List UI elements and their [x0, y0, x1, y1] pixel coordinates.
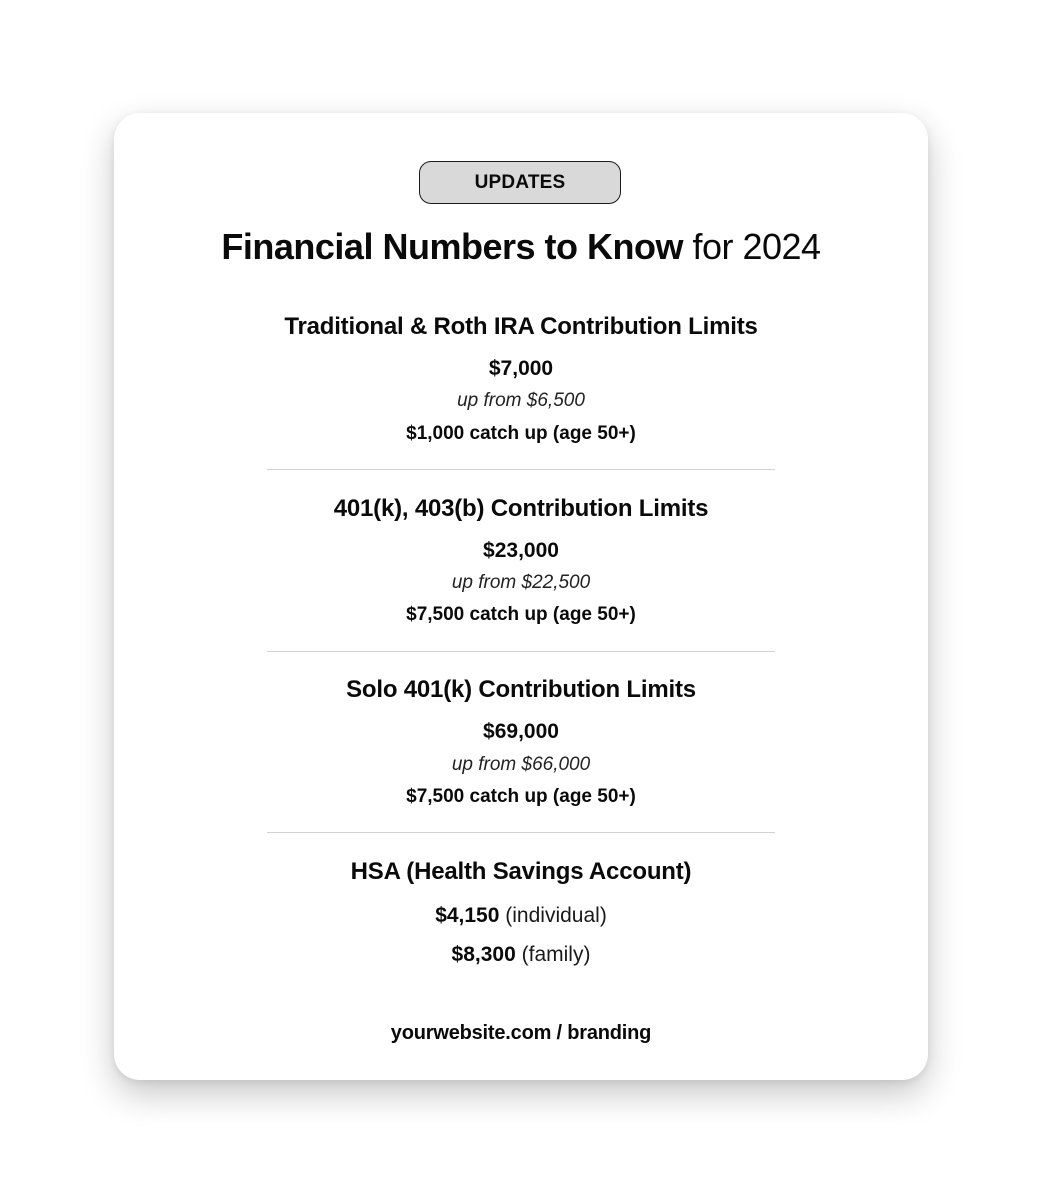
hsa-family-line: [114, 942, 928, 968]
ira-heading: Traditional & Roth IRA Contribution Limits: [284, 313, 758, 340]
hsa-individual-amount: $4,150: [435, 904, 500, 927]
hsa-individual-line: [114, 903, 928, 929]
solo-401k-catch-up: $7,500 catch up (age 50+): [406, 786, 636, 807]
hsa-heading: HSA (Health Savings Account): [350, 858, 692, 885]
footer-branding: yourwebsite.com / branding: [390, 1022, 652, 1044]
section-divider: [267, 469, 775, 470]
title-bold-part: Financial Numbers to Know: [221, 226, 683, 267]
hsa-family-amount: $8,300: [451, 943, 516, 966]
hsa-individual-label: (individual): [505, 904, 607, 927]
updates-badge: UPDATES: [419, 161, 621, 204]
infographic-card: [114, 113, 928, 1080]
title-normal-part: for 2024: [692, 226, 821, 267]
page-title: [114, 225, 928, 269]
section-divider: [267, 651, 775, 652]
401k-403b-amount: $23,000: [483, 539, 559, 562]
ira-catch-up: $1,000 catch up (age 50+): [406, 423, 636, 444]
ira-previous: up from $6,500: [457, 390, 585, 411]
ira-amount: $7,000: [488, 357, 554, 380]
section-divider: [267, 832, 775, 833]
hsa-family-label: (family): [521, 943, 591, 966]
401k-403b-previous: up from $22,500: [451, 572, 591, 593]
solo-401k-amount: $69,000: [483, 720, 559, 743]
solo-401k-heading: Solo 401(k) Contribution Limits: [346, 676, 696, 703]
401k-403b-catch-up: $7,500 catch up (age 50+): [406, 604, 636, 625]
401k-403b-heading: 401(k), 403(b) Contribution Limits: [333, 495, 709, 522]
solo-401k-previous: up from $66,000: [451, 754, 591, 775]
